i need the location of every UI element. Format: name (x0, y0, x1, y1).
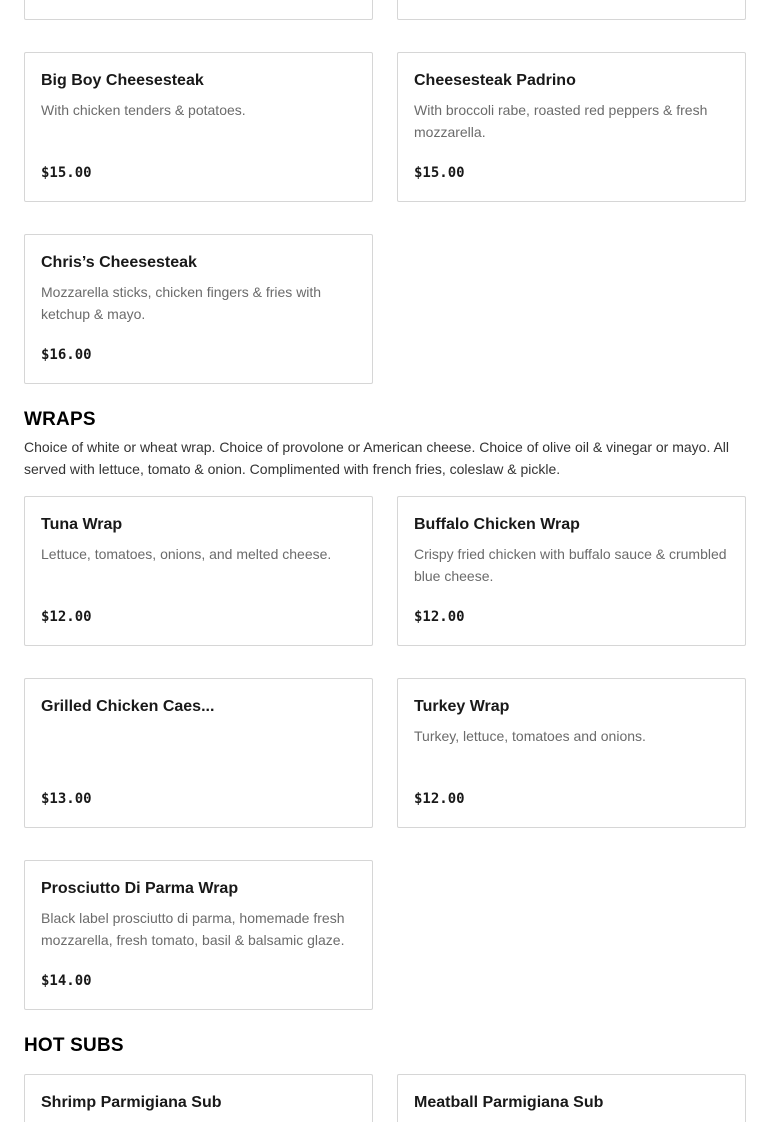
item-name: Cheesesteak Padrino (414, 72, 576, 89)
menu-item-chris-cheesesteak[interactable] (24, 234, 373, 384)
item-name: Prosciutto Di Parma Wrap (41, 880, 239, 897)
section-title-hot-subs: HOT SUBS (24, 1035, 124, 1056)
menu-item-shrimp-parmigiana-sub[interactable] (24, 1074, 373, 1122)
item-name: Chris’s Cheesesteak (41, 254, 197, 271)
item-description: Black label prosciutto di parma, homemade fresh mozzarella, fresh tomato, basil & balsamic glaze. (41, 910, 345, 948)
item-name: Meatball Parmigiana Sub (414, 1094, 604, 1111)
item-price: $15.00 (414, 165, 465, 181)
item-price: $13.00 (41, 791, 92, 807)
menu-item-buffalo-chicken-wrap[interactable] (397, 496, 746, 646)
item-price: $14.00 (41, 973, 92, 989)
item-description: Crispy fried chicken with buffalo sauce & crumbled blue cheese. (414, 546, 727, 584)
item-description: Lettuce, tomatoes, onions, and melted cheese. (41, 546, 332, 562)
menu-item-tuna-wrap[interactable] (24, 496, 373, 646)
item-name: Grilled Chicken Caes... (41, 698, 215, 715)
item-price: $12.00 (41, 609, 92, 625)
menu-item-card[interactable] (24, 0, 373, 20)
item-description: With broccoli rabe, roasted red peppers & fresh mozzarella. (414, 102, 708, 140)
item-name: Turkey Wrap (414, 698, 510, 715)
item-price: $16.00 (41, 347, 92, 363)
section-title-wraps: WRAPS (24, 409, 96, 430)
item-name: Buffalo Chicken Wrap (414, 516, 580, 533)
item-description: Mozzarella sticks, chicken fingers & fries with ketchup & mayo. (41, 284, 322, 322)
menu-item-turkey-wrap[interactable] (397, 678, 746, 828)
menu-item-meatball-parmigiana-sub[interactable] (397, 1074, 746, 1122)
item-name: Shrimp Parmigiana Sub (41, 1094, 222, 1111)
menu-item-prosciutto-di-parma-wrap[interactable] (24, 860, 373, 1010)
item-price: $15.00 (41, 165, 92, 181)
item-price: $12.00 (414, 609, 465, 625)
item-name: Tuna Wrap (41, 516, 123, 533)
menu-item-card[interactable] (397, 0, 746, 20)
section-description-wraps: Choice of white or wheat wrap. Choice of provolone or American cheese. Choice of olive oil & vinegar or mayo. All served with lettuce, tomato & onion. Complimented with french fries, coleslaw & pickle. (24, 439, 730, 477)
menu-item-grilled-chicken-caesar-wrap[interactable] (24, 678, 373, 828)
item-name: Big Boy Cheesesteak (41, 72, 204, 89)
menu-item-cheesesteak-padrino[interactable] (397, 52, 746, 202)
menu-item-big-boy-cheesesteak[interactable] (24, 52, 373, 202)
item-description: Turkey, lettuce, tomatoes and onions. (414, 728, 646, 744)
item-price: $12.00 (414, 791, 465, 807)
item-description: With chicken tenders & potatoes. (41, 102, 246, 118)
